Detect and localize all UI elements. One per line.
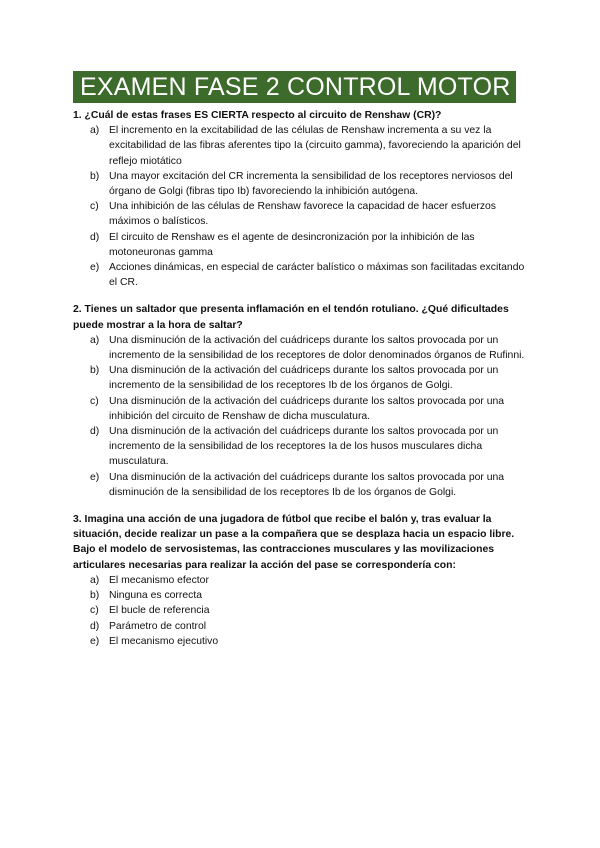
option-letter: c) — [90, 201, 99, 213]
exam-content — [73, 108, 529, 649]
question-3 — [73, 512, 529, 649]
option-text: Acciones dinámicas, en especial de carácter balístico o máximas son facilitadas excitando el CR. — [109, 262, 525, 289]
option-letter: b) — [90, 170, 100, 182]
question-2 — [73, 302, 529, 500]
option-letter: a) — [90, 125, 100, 137]
question-1 — [73, 108, 529, 290]
option-item — [73, 573, 529, 588]
option-text: El bucle de referencia — [109, 605, 210, 617]
exam-title: EXAMEN FASE 2 CONTROL MOTOR — [73, 71, 516, 103]
question-text: 3. Imagina una acción de una jugadora de fútbol que recibe el balón y, tras evaluar la situación, decide realizar un pase a la compañera que se desplaza hacia un espacio libre. Bajo el modelo de servosistemas, las contracciones musculares y las movilizaciones articulares necesarias para realizar la acción del pase se correspondería con: — [73, 514, 515, 571]
option-text: El incremento en la excitabilidad de las células de Renshaw incrementa a su vez la excitabilidad de las fibras aferentes tipo Ia (circuito gamma), favoreciendo la aparición del reflejo miotático — [109, 125, 521, 167]
question-text: 2. Tienes un saltador que presenta inflamación en el tendón rotuliano. ¿Qué dificultades puede mostrar a la hora de saltar? — [73, 304, 509, 331]
option-item — [73, 260, 529, 290]
option-item — [73, 169, 529, 199]
option-text: Ninguna es correcta — [109, 590, 202, 602]
option-text: Una disminución de la activación del cuádriceps durante los saltos provocada por un incremento de la sensibilidad de los receptores de dolor denominados órganos de Rufinni. — [109, 334, 525, 362]
option-letter: e) — [90, 635, 100, 647]
option-text: El mecanismo efector — [109, 574, 209, 586]
option-item — [73, 603, 529, 618]
option-item — [73, 588, 529, 603]
option-letter: b) — [90, 590, 100, 602]
option-text: Una mayor excitación del CR incrementa la sensibilidad de los receptores nerviosos del órgano de Golgi (fibras tipo Ib) favoreciendo la inhibición autógena. — [109, 170, 513, 198]
option-text: Una disminución de la activación del cuádriceps durante los saltos provocada por una disminución de la sensibilidad de los receptores Ib de los órganos de Golgi. — [109, 471, 505, 498]
option-letter: d) — [90, 231, 100, 243]
question-text: 1. ¿Cuál de estas frases ES CIERTA respecto al circuito de Renshaw (CR)? — [73, 110, 442, 121]
option-item — [73, 123, 529, 169]
option-text: Una disminución de la activación del cuádriceps durante los saltos provocada por un incremento de la sensibilidad de los receptores Ib de los órganos de Golgi. — [109, 365, 499, 392]
option-letter: e) — [90, 262, 100, 274]
option-letter: e) — [90, 471, 100, 483]
option-item — [73, 199, 529, 229]
option-text: Una disminución de la activación del cuádriceps durante los saltos provocada por una inhibición del circuito de Renshaw de dicha musculatura. — [109, 395, 505, 422]
option-item — [73, 363, 529, 393]
option-item — [73, 394, 529, 424]
option-letter: c) — [90, 395, 99, 407]
option-item — [73, 424, 529, 470]
option-letter: a) — [90, 574, 100, 586]
option-letter: a) — [90, 334, 100, 346]
option-letter: c) — [90, 605, 99, 617]
option-text: Una disminución de la activación del cuádriceps durante los saltos provocada por un incremento de la sensibilidad de los receptores Ia de los husos musculares dicha musculatura. — [109, 426, 499, 468]
option-letter: b) — [90, 365, 100, 377]
option-item — [73, 470, 529, 500]
option-text: El circuito de Renshaw es el agente de desincronización por la inhibición de las motoneuronas gamma — [109, 231, 475, 258]
option-item — [73, 230, 529, 260]
option-text: Una inhibición de las células de Renshaw favorece la capacidad de hacer esfuerzos máximos o balísticos. — [109, 201, 496, 228]
option-list — [73, 573, 529, 649]
option-item — [73, 619, 529, 634]
option-text: Parámetro de control — [109, 620, 207, 632]
option-item — [73, 634, 529, 649]
option-letter: d) — [90, 620, 100, 632]
option-item — [73, 333, 529, 363]
option-text: El mecanismo ejecutivo — [109, 635, 219, 647]
option-letter: d) — [90, 426, 100, 438]
option-list — [73, 123, 529, 290]
option-list — [73, 333, 529, 500]
